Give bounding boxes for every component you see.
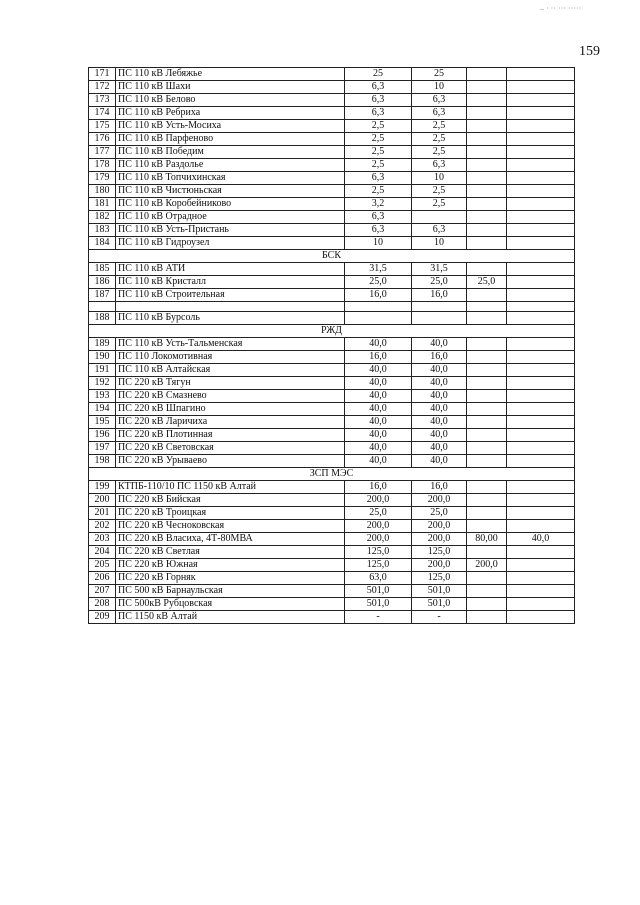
row-number-cell: 184 [89,237,116,250]
value-2-cell: 2,5 [412,146,467,159]
value-3-cell [467,546,507,559]
table-row [89,546,575,559]
value-1-cell: 6,3 [345,94,412,107]
row-number-cell: 183 [89,224,116,237]
substation-name-cell: ПС 110 кВ Гидроузел [116,237,345,250]
value-3-cell [467,507,507,520]
value-1-cell: 25 [345,68,412,81]
substation-name-cell: ПС 1150 кВ Алтай [116,611,345,624]
substation-name-cell: ПС 110 Локомотивная [116,351,345,364]
value-1-cell: 31,5 [345,263,412,276]
substation-name-cell: ПС 110 кВ Строительная [116,289,345,302]
substation-name-cell: ПС 220 кВ Светлая [116,546,345,559]
substation-name-cell: ПС 110 кВ Белово [116,94,345,107]
value-2-cell: 40,0 [412,390,467,403]
value-2-cell: 40,0 [412,377,467,390]
value-3-cell [467,364,507,377]
value-1-cell: 40,0 [345,416,412,429]
row-number-cell: 196 [89,429,116,442]
row-number-cell: 192 [89,377,116,390]
value-3-cell [467,185,507,198]
table-row [89,224,575,237]
value-4-cell [507,81,575,94]
value-3-cell [467,481,507,494]
value-4-cell [507,185,575,198]
row-number-cell: 175 [89,120,116,133]
value-4-cell [507,172,575,185]
substation-name-cell: ПС 220 кВ Чесноковская [116,520,345,533]
group-label: РЖД [89,325,575,338]
value-1-cell: 16,0 [345,351,412,364]
value-3-cell [467,120,507,133]
table-row [89,172,575,185]
value-4-cell [507,520,575,533]
row-number-cell: 173 [89,94,116,107]
row-number-cell: 205 [89,559,116,572]
substation-name-cell: КТПБ-110/10 ПС 1150 кВ Алтай [116,481,345,494]
table-row [89,585,575,598]
value-3-cell [467,455,507,468]
value-1-cell: 6,3 [345,172,412,185]
substation-name-cell: ПС 110 кВ Бурсоль [116,312,345,325]
value-2-cell: 2,5 [412,185,467,198]
table-row [89,351,575,364]
value-4-cell [507,507,575,520]
value-1-cell: 6,3 [345,81,412,94]
value-3-cell [467,159,507,172]
table-row [89,198,575,211]
value-3-cell [467,133,507,146]
substation-name-cell: ПС 110 кВ Лебяжье [116,68,345,81]
value-1-cell: 125,0 [345,559,412,572]
substation-name-cell: ПС 220 кВ Смазнево [116,390,345,403]
value-4-cell [507,312,575,325]
row-number-cell: 206 [89,572,116,585]
value-4-cell [507,289,575,302]
value-2-cell: 200,0 [412,559,467,572]
value-1-cell: 40,0 [345,455,412,468]
value-1-cell: 2,5 [345,185,412,198]
value-1-cell: 16,0 [345,481,412,494]
substation-name-cell: ПС 110 кВ Усть-Пристань [116,224,345,237]
value-1-cell: 200,0 [345,520,412,533]
table-row [89,338,575,351]
value-4-cell [507,107,575,120]
spacer-row [89,302,575,312]
empty-cell [89,302,116,312]
substation-name-cell: ПС 500 кВ Барнаульская [116,585,345,598]
row-number-cell: 207 [89,585,116,598]
value-2-cell: 2,5 [412,133,467,146]
substation-name-cell: ПС 220 кВ Бийская [116,494,345,507]
row-number-cell: 190 [89,351,116,364]
group-label: БСК [89,250,575,263]
value-2-cell: 40,0 [412,364,467,377]
value-3-cell [467,403,507,416]
empty-cell [412,302,467,312]
value-3-cell [467,146,507,159]
substation-name-cell: ПС 110 кВ Ребриха [116,107,345,120]
row-number-cell: 197 [89,442,116,455]
table-row [89,533,575,546]
group-header-row [89,250,575,263]
value-4-cell [507,263,575,276]
value-1-cell: 200,0 [345,533,412,546]
value-4-cell [507,494,575,507]
value-3-cell [467,237,507,250]
value-2-cell: 10 [412,237,467,250]
value-2-cell: 25,0 [412,507,467,520]
value-4-cell [507,611,575,624]
value-3-cell [467,312,507,325]
row-number-cell: 208 [89,598,116,611]
value-3-cell: 80,00 [467,533,507,546]
value-1-cell: 40,0 [345,390,412,403]
table-row [89,276,575,289]
table-row [89,442,575,455]
row-number-cell: 189 [89,338,116,351]
value-4-cell [507,455,575,468]
value-3-cell [467,338,507,351]
value-4-cell [507,146,575,159]
value-4-cell [507,481,575,494]
substation-name-cell: ПС 500кВ Рубцовская [116,598,345,611]
table-row [89,403,575,416]
value-1-cell: 501,0 [345,598,412,611]
table-row [89,211,575,224]
value-2-cell: 10 [412,81,467,94]
value-3-cell [467,585,507,598]
value-3-cell [467,94,507,107]
top-right-scan-mark: – · ·· ··· ····· [540,4,582,13]
value-3-cell [467,442,507,455]
value-4-cell [507,546,575,559]
substation-name-cell: ПС 110 кВ Раздолье [116,159,345,172]
value-1-cell: 200,0 [345,494,412,507]
value-4-cell [507,133,575,146]
row-number-cell: 198 [89,455,116,468]
value-1-cell [345,312,412,325]
value-3-cell [467,494,507,507]
table-row [89,146,575,159]
value-4-cell [507,572,575,585]
table-row [89,133,575,146]
substation-name-cell: ПС 110 кВ Парфеново [116,133,345,146]
value-1-cell: 40,0 [345,377,412,390]
value-4-cell [507,442,575,455]
value-1-cell: 125,0 [345,546,412,559]
value-1-cell: 6,3 [345,107,412,120]
row-number-cell: 203 [89,533,116,546]
value-2-cell: 200,0 [412,520,467,533]
row-number-cell: 209 [89,611,116,624]
row-number-cell: 194 [89,403,116,416]
value-3-cell [467,81,507,94]
substation-name-cell: ПС 110 кВ Топчихинская [116,172,345,185]
value-1-cell: 40,0 [345,338,412,351]
value-4-cell [507,120,575,133]
substation-name-cell: ПС 220 кВ Плотинная [116,429,345,442]
value-4-cell [507,429,575,442]
table-row [89,611,575,624]
row-number-cell: 201 [89,507,116,520]
value-4-cell [507,403,575,416]
value-1-cell: 10 [345,237,412,250]
value-3-cell [467,224,507,237]
value-1-cell: 63,0 [345,572,412,585]
value-4-cell [507,237,575,250]
substation-name-cell: ПС 110 кВ Кристалл [116,276,345,289]
value-1-cell: 40,0 [345,403,412,416]
value-2-cell: 40,0 [412,442,467,455]
row-number-cell: 181 [89,198,116,211]
value-4-cell [507,276,575,289]
substation-name-cell: ПС 220 кВ Урываево [116,455,345,468]
value-4-cell [507,198,575,211]
value-4-cell [507,68,575,81]
value-3-cell: 25,0 [467,276,507,289]
value-4-cell [507,364,575,377]
table-row [89,390,575,403]
table-row [89,312,575,325]
row-number-cell: 172 [89,81,116,94]
table-row [89,263,575,276]
empty-cell [507,302,575,312]
value-3-cell [467,172,507,185]
group-header-row [89,325,575,338]
substation-name-cell: ПС 110 кВ Шахи [116,81,345,94]
row-number-cell: 188 [89,312,116,325]
value-3-cell [467,351,507,364]
substation-name-cell: ПС 110 кВ Победим [116,146,345,159]
value-2-cell: 40,0 [412,338,467,351]
row-number-cell: 193 [89,390,116,403]
value-2-cell: 16,0 [412,289,467,302]
value-1-cell: 25,0 [345,276,412,289]
substation-name-cell: ПС 220 кВ Световская [116,442,345,455]
row-number-cell: 180 [89,185,116,198]
value-3-cell [467,289,507,302]
value-3-cell [467,211,507,224]
value-3-cell [467,377,507,390]
row-number-cell: 185 [89,263,116,276]
substation-table [88,67,575,624]
value-1-cell: 2,5 [345,120,412,133]
row-number-cell: 177 [89,146,116,159]
empty-cell [467,302,507,312]
value-2-cell: 200,0 [412,494,467,507]
row-number-cell: 178 [89,159,116,172]
empty-cell [345,302,412,312]
value-2-cell: 40,0 [412,455,467,468]
empty-cell [116,302,345,312]
substation-table-body [89,68,575,624]
table-row [89,81,575,94]
table-row [89,159,575,172]
value-2-cell: 31,5 [412,263,467,276]
value-2-cell: 6,3 [412,94,467,107]
table-row [89,237,575,250]
page-number: 159 [579,44,600,59]
row-number-cell: 182 [89,211,116,224]
table-row [89,377,575,390]
table-row [89,559,575,572]
value-1-cell: 3,2 [345,198,412,211]
row-number-cell: 199 [89,481,116,494]
value-3-cell [467,263,507,276]
value-3-cell [467,429,507,442]
substation-name-cell: ПС 110 кВ Усть-Тальменская [116,338,345,351]
value-2-cell: 25,0 [412,276,467,289]
value-2-cell: 501,0 [412,598,467,611]
value-3-cell [467,198,507,211]
value-2-cell: 40,0 [412,403,467,416]
value-2-cell: 6,3 [412,159,467,172]
row-number-cell: 191 [89,364,116,377]
value-1-cell: 16,0 [345,289,412,302]
value-3-cell [467,107,507,120]
value-1-cell: 501,0 [345,585,412,598]
value-4-cell [507,598,575,611]
table-row [89,107,575,120]
substation-name-cell: ПС 220 кВ Шпагино [116,403,345,416]
value-1-cell: 6,3 [345,224,412,237]
row-number-cell: 200 [89,494,116,507]
substation-name-cell: ПС 220 кВ Горняк [116,572,345,585]
substation-name-cell: ПС 220 кВ Тягун [116,377,345,390]
value-4-cell [507,377,575,390]
value-1-cell: 40,0 [345,442,412,455]
value-2-cell: 125,0 [412,572,467,585]
value-2-cell: 16,0 [412,481,467,494]
value-2-cell: 10 [412,172,467,185]
value-1-cell: 40,0 [345,429,412,442]
value-1-cell: 40,0 [345,364,412,377]
value-2-cell: - [412,611,467,624]
value-2-cell [412,211,467,224]
table-row [89,429,575,442]
value-3-cell [467,68,507,81]
substation-name-cell: ПС 110 кВ Усть-Мосиха [116,120,345,133]
value-2-cell: 40,0 [412,429,467,442]
value-2-cell: 200,0 [412,533,467,546]
value-3-cell [467,598,507,611]
substation-name-cell: ПС 220 кВ Ларичиха [116,416,345,429]
group-header-row [89,468,575,481]
value-3-cell: 200,0 [467,559,507,572]
value-4-cell [507,159,575,172]
value-3-cell [467,416,507,429]
substation-name-cell: ПС 220 кВ Троицкая [116,507,345,520]
table-row [89,481,575,494]
value-2-cell: 6,3 [412,107,467,120]
group-label: ЗСП МЭС [89,468,575,481]
table-row [89,572,575,585]
table-row [89,520,575,533]
value-1-cell: 2,5 [345,159,412,172]
value-2-cell: 6,3 [412,224,467,237]
row-number-cell: 204 [89,546,116,559]
row-number-cell: 174 [89,107,116,120]
value-4-cell [507,94,575,107]
value-3-cell [467,520,507,533]
value-2-cell: 40,0 [412,416,467,429]
row-number-cell: 195 [89,416,116,429]
value-1-cell: 2,5 [345,133,412,146]
value-2-cell: 25 [412,68,467,81]
row-number-cell: 186 [89,276,116,289]
value-4-cell [507,211,575,224]
substation-name-cell: ПС 220 кВ Власиха, 4Т-80МВА [116,533,345,546]
table-row [89,68,575,81]
substation-name-cell: ПС 110 кВ Алтайская [116,364,345,377]
row-number-cell: 187 [89,289,116,302]
row-number-cell: 171 [89,68,116,81]
substation-name-cell: ПС 110 кВ Чистюньская [116,185,345,198]
value-1-cell: 6,3 [345,211,412,224]
table-row [89,494,575,507]
value-1-cell: 25,0 [345,507,412,520]
value-4-cell [507,338,575,351]
value-2-cell: 2,5 [412,120,467,133]
value-3-cell [467,390,507,403]
value-2-cell: 2,5 [412,198,467,211]
table-row [89,364,575,377]
value-3-cell [467,572,507,585]
table-row [89,289,575,302]
value-3-cell [467,611,507,624]
substation-name-cell: ПС 110 кВ Отрадное [116,211,345,224]
row-number-cell: 179 [89,172,116,185]
value-4-cell [507,416,575,429]
row-number-cell: 202 [89,520,116,533]
table-row [89,185,575,198]
value-4-cell [507,559,575,572]
substation-name-cell: ПС 220 кВ Южная [116,559,345,572]
value-4-cell [507,390,575,403]
value-4-cell [507,351,575,364]
table-row [89,94,575,107]
substation-name-cell: ПС 110 кВ Коробейниково [116,198,345,211]
value-2-cell [412,312,467,325]
table-row [89,598,575,611]
value-4-cell: 40,0 [507,533,575,546]
value-2-cell: 501,0 [412,585,467,598]
value-4-cell [507,224,575,237]
table-row [89,507,575,520]
value-1-cell: - [345,611,412,624]
value-2-cell: 16,0 [412,351,467,364]
table-row [89,120,575,133]
value-4-cell [507,585,575,598]
value-2-cell: 125,0 [412,546,467,559]
substation-name-cell: ПС 110 кВ АТИ [116,263,345,276]
value-1-cell: 2,5 [345,146,412,159]
table-row [89,416,575,429]
row-number-cell: 176 [89,133,116,146]
table-row [89,455,575,468]
